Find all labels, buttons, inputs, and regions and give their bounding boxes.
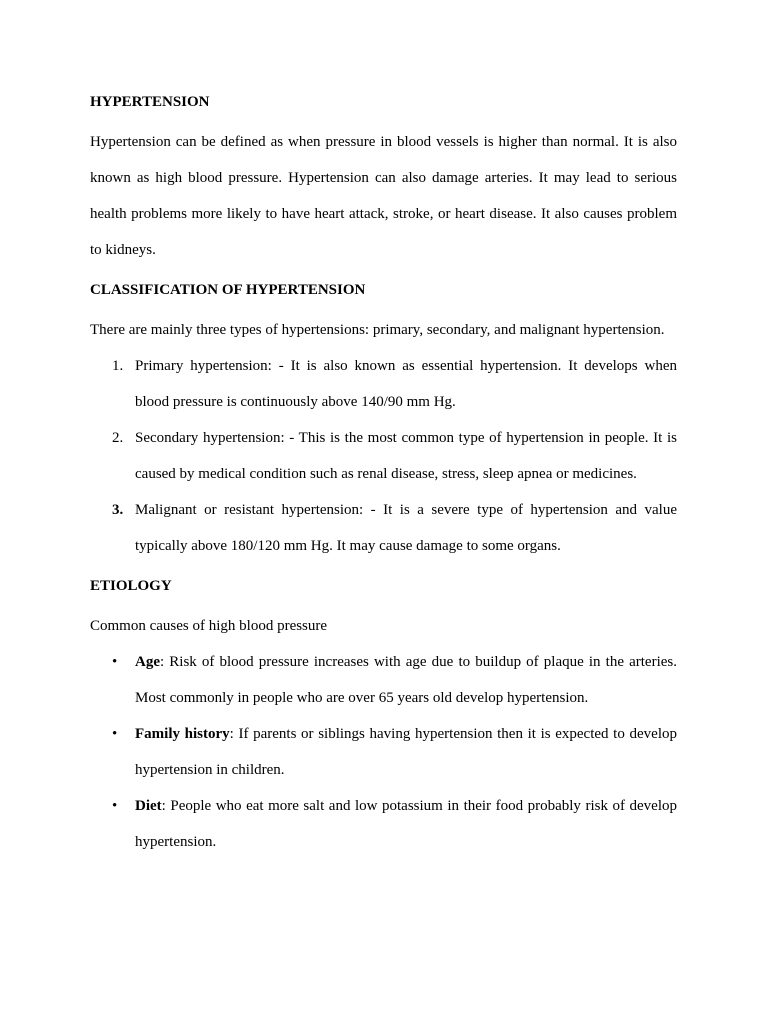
list-item-term: Family history — [135, 726, 230, 742]
list-item — [90, 420, 677, 492]
list-item — [90, 492, 677, 564]
section-heading: CLASSIFICATION OF HYPERTENSION — [90, 282, 366, 298]
list-item — [90, 716, 677, 788]
list-item-text: : Risk of blood pressure increases with age due to buildup of plaque in the arteries. Most commonly in people who are over 65 years old develop hypertension. — [135, 654, 677, 706]
list-item-term: Diet — [135, 798, 162, 814]
list-item — [90, 644, 677, 716]
list-item — [90, 788, 677, 860]
section-intro: Common causes of high blood pressure — [90, 618, 328, 634]
list-item-text: Malignant or resistant hypertension: - It is a severe type of hypertension and value typically above 180/120 mm Hg. It may cause damage to some organs. — [135, 502, 677, 554]
numbered-list — [90, 348, 677, 564]
section-paragraph: Hypertension can be defined as when pressure in blood vessels is higher than normal. It is also known as high blood pressure. Hypertension can also damage arteries. It may lead to serious health problems more likely to have heart attack, stroke, or heart disease. It also causes problem to kidneys. — [90, 134, 677, 258]
list-number: 1. — [112, 358, 124, 374]
document-page — [90, 90, 677, 860]
list-item-text: : If parents or siblings having hypertension then it is expected to develop hypertension in children. — [135, 726, 677, 778]
bullet-icon: • — [112, 726, 118, 742]
section-etiology — [90, 574, 677, 860]
list-item-term: Age — [135, 654, 160, 670]
section-hypertension — [90, 90, 677, 268]
list-item-text: Primary hypertension: - It is also known as essential hypertension. It develops when blood pressure is continuously above 140/90 mm Hg. — [135, 358, 677, 410]
bullet-list — [90, 644, 677, 860]
section-classification — [90, 278, 677, 564]
bullet-icon: • — [112, 798, 118, 814]
section-heading: ETIOLOGY — [90, 578, 172, 594]
list-item-text: : People who eat more salt and low potassium in their food probably risk of develop hypertension. — [135, 798, 677, 850]
section-intro: There are mainly three types of hypertensions: primary, secondary, and malignant hypertension. — [90, 322, 665, 338]
list-number: 2. — [112, 430, 124, 446]
list-item-text: Secondary hypertension: - This is the most common type of hypertension in people. It is caused by medical condition such as renal disease, stress, sleep apnea or medicines. — [135, 430, 677, 482]
list-item — [90, 348, 677, 420]
bullet-icon: • — [112, 654, 118, 670]
section-heading: HYPERTENSION — [90, 94, 210, 110]
list-number: 3. — [112, 502, 124, 518]
